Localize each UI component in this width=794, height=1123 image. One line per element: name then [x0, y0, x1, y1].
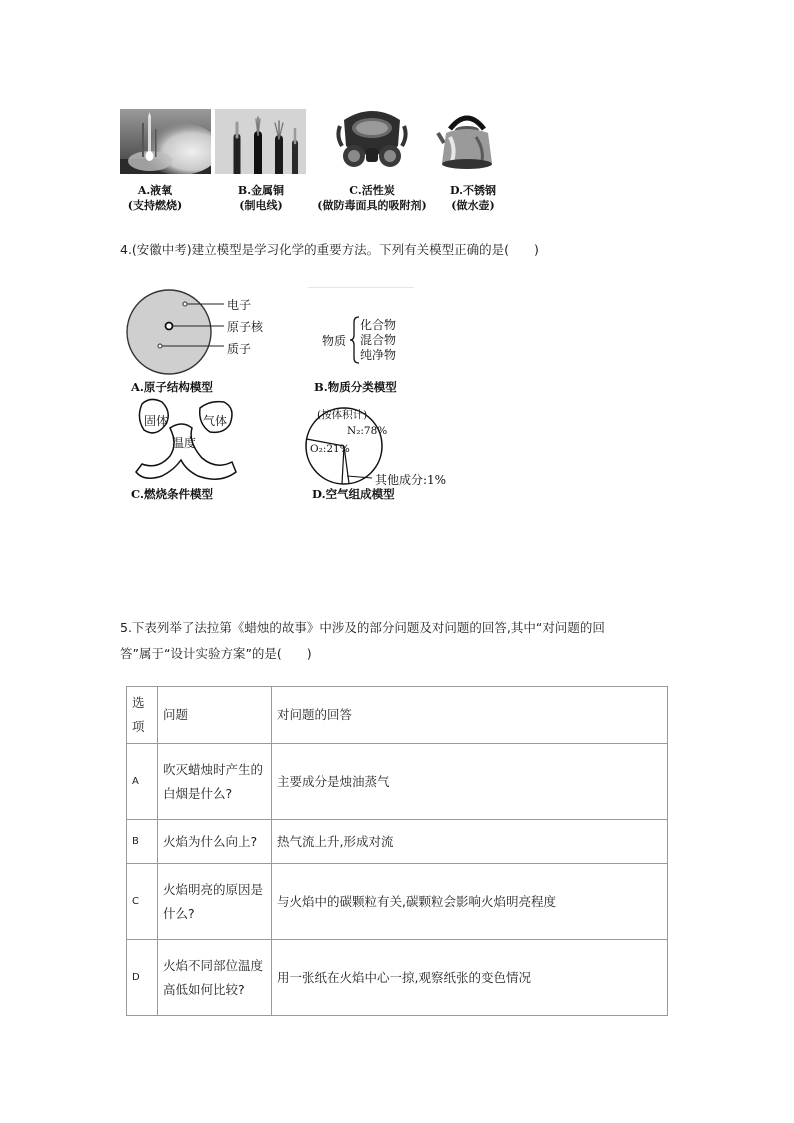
caption-model-a: A.原子结构模型: [131, 380, 213, 394]
table-row: [127, 940, 668, 1016]
row-option: A: [127, 744, 158, 820]
divider-line: [308, 287, 414, 288]
label-gas: 气体: [203, 414, 228, 428]
question-4-stem: 4.(安徽中考)建立模型是学习化学的重要方法。下列有关模型正确的是( ): [120, 242, 539, 257]
row-answer: 与火焰中的碳颗粒有关,碳颗粒会影响火焰明亮程度: [272, 864, 668, 940]
caption-c: C.活性炭 (做防毒面具的吸附剂): [317, 184, 427, 212]
label-solid: 固体: [144, 414, 169, 428]
row-answer: 主要成分是烛油蒸气: [272, 744, 668, 820]
caption-a: A.液氧 (支持燃烧): [127, 184, 183, 212]
caption-model-b: B.物质分类模型: [314, 380, 397, 394]
table-row: [127, 820, 668, 864]
row-option: C: [127, 864, 158, 940]
row-question: 吹灭蜡烛时产生的白烟是什么?: [158, 744, 272, 820]
row-answer: 热气流上升,形成对流: [272, 820, 668, 864]
question-5-stem: 5.下表列举了法拉第《蜡烛的故事》中涉及的部分问题及对问题的回答,其中“对问题的回 答”属于“设计实验方案”的是( ): [120, 620, 605, 661]
caption-model-d: D.空气组成模型: [312, 487, 395, 501]
row-question: 火焰明亮的原因是什么?: [158, 864, 272, 940]
row-question: 火焰为什么向上?: [158, 820, 272, 864]
row-option: D: [127, 940, 158, 1016]
copper-wire-photo: [215, 109, 306, 174]
rocket-launch-photo: [120, 109, 211, 174]
pie-o2-label: O₂:21%: [310, 443, 350, 455]
label-matter: 物质: [322, 334, 347, 348]
header-option: 选项: [127, 687, 158, 744]
table-row: [127, 744, 668, 820]
row-option: B: [127, 820, 158, 864]
label-temperature: 温度: [172, 436, 197, 450]
caption-d: D.不锈钢 (做水壶): [450, 184, 496, 212]
pie-other-label: 其他成分:1%: [375, 473, 447, 487]
label-nucleus: 原子核: [227, 320, 264, 334]
label-mixture: 混合物: [360, 333, 397, 347]
pie-n2-label: N₂:78%: [347, 425, 388, 437]
header-answer: 对问题的回答: [272, 687, 668, 744]
table-row: [127, 864, 668, 940]
label-compound: 化合物: [360, 318, 397, 332]
row-question: 火焰不同部位温度高低如何比较?: [158, 940, 272, 1016]
label-electron: 电子: [227, 298, 252, 312]
header-question: 问题: [158, 687, 272, 744]
caption-b: B.金属铜 (制电线): [237, 184, 285, 212]
table-header-row: [127, 687, 668, 744]
pie-title: (按体积计): [317, 409, 368, 421]
gas-mask-photo: [332, 106, 412, 176]
row-answer: 用一张纸在火焰中心一掠,观察纸张的变色情况: [272, 940, 668, 1016]
label-pure: 纯净物: [360, 348, 397, 362]
question-5-table: [126, 686, 668, 1016]
brace-icon: [350, 316, 360, 364]
label-proton: 质子: [227, 342, 252, 356]
caption-model-c: C.燃烧条件模型: [131, 487, 213, 501]
kettle-photo: [436, 103, 498, 177]
